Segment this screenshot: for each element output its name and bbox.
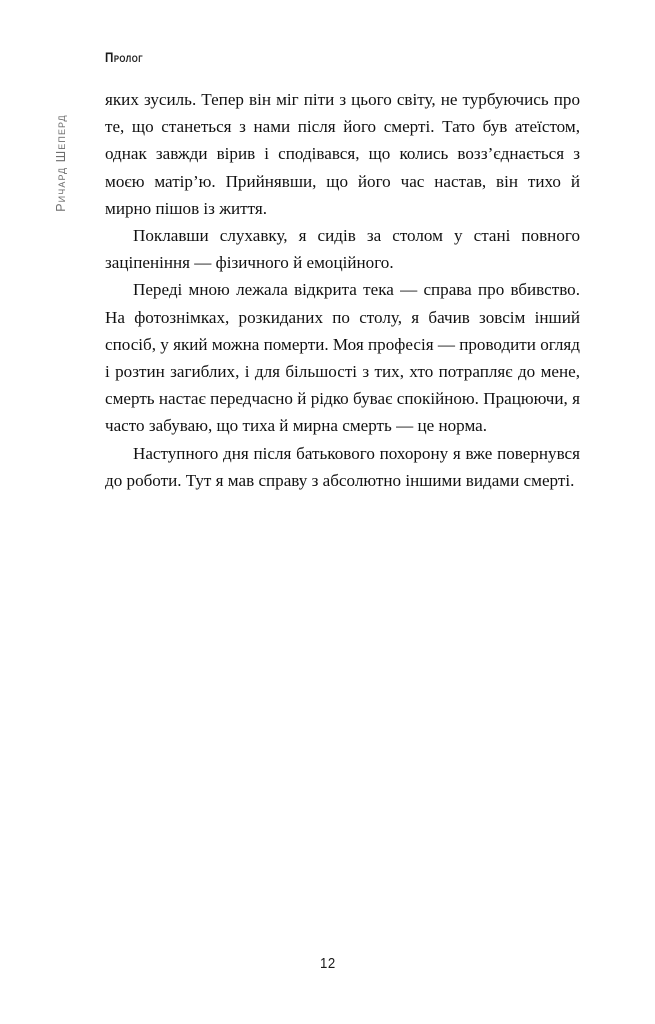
- paragraph: Наступного дня після батькового похорону я вже повернувся до роботи. Тут я мав справу з абсолютно іншими видами смерті.: [105, 443, 580, 490]
- author-name-label: Ричард Шеперд: [54, 113, 68, 212]
- paragraph: яких зусиль. Тепер він міг піти з цього світу, не турбуючись про те, що станеться з нами після його смерті. Тато був атеїстом, однак завжди вірив і сподівався, що колись возз’єднається з моєю матір’ю. Прийнявши, що його час настав, він тихо й мирно пішов із життя.: [105, 90, 580, 218]
- paragraph: Переді мною лежала відкрита тека — справа про вбивство. На фотознімках, розкиданих по столу, я бачив зовсім інший спосіб, у який можна померти. Моя професія — проводити огляд і розтин загиблих, і для більшості з тих, хто потрапляє до мене, смерть настає передчасно й рідко буває спокійною. Працюючи, я часто забуваю, що тиха й мирна смерть — це норма.: [105, 280, 580, 436]
- body-text-column: [105, 86, 580, 494]
- paragraph: Поклавши слухавку, я сидів за столом у стані повного заціпеніння — фізичного й емоційного.: [105, 226, 580, 273]
- page-number-value: 12: [319, 955, 336, 972]
- page-number: [0, 955, 655, 972]
- running-header-title: Пролог: [105, 50, 144, 65]
- author-name-vertical: [52, 95, 70, 230]
